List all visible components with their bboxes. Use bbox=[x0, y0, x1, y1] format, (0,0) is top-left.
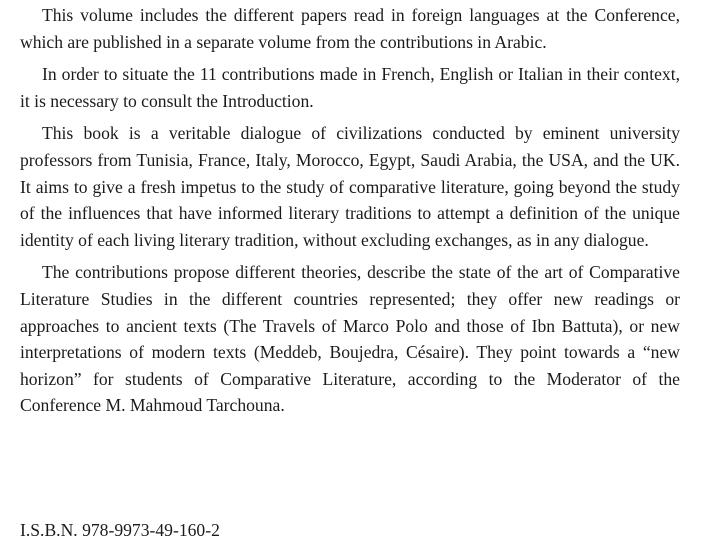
isbn-number: I.S.B.N. 978-9973-49-160-2 bbox=[20, 520, 220, 540]
paragraph-dialogue-of-civilizations: This book is a veritable dialogue of civilizations conducted by eminent university professors from Tunisia, France, Italy, Morocco, Egypt, Saudi Arabia, the USA, and the UK. It aims to give a fresh impetus to the study of comparative literature, going beyond the study of the influences that have informed literary traditions to attempt a definition of the unique identity of each living literary tradition, without excluding exchanges, as in any dialogue. bbox=[20, 123, 680, 250]
paragraph-volume-contents: This volume includes the different papers read in foreign languages at the Conference, which are published in a separate volume from the contributions in Arabic. bbox=[20, 5, 680, 52]
paragraph-contributions-summary: The contributions propose different theories, describe the state of the art of Comparative Literature Studies in the different countries represented; they offer new readings or approaches to ancient texts (The Travels of Marco Polo and those of Ibn Battuta), or new interpretations of modern texts (Meddeb, Boujedra, Césaire). They point towards a “new horizon” for students of Comparative Literature, according to the Moderator of the Conference M. Mahmoud Tarchouna. bbox=[20, 262, 680, 416]
back-cover-text bbox=[20, 0, 680, 419]
paragraph-contributions-context: In order to situate the 11 contributions made in French, English or Italian in their context, it is necessary to consult the Introduction. bbox=[20, 64, 680, 111]
